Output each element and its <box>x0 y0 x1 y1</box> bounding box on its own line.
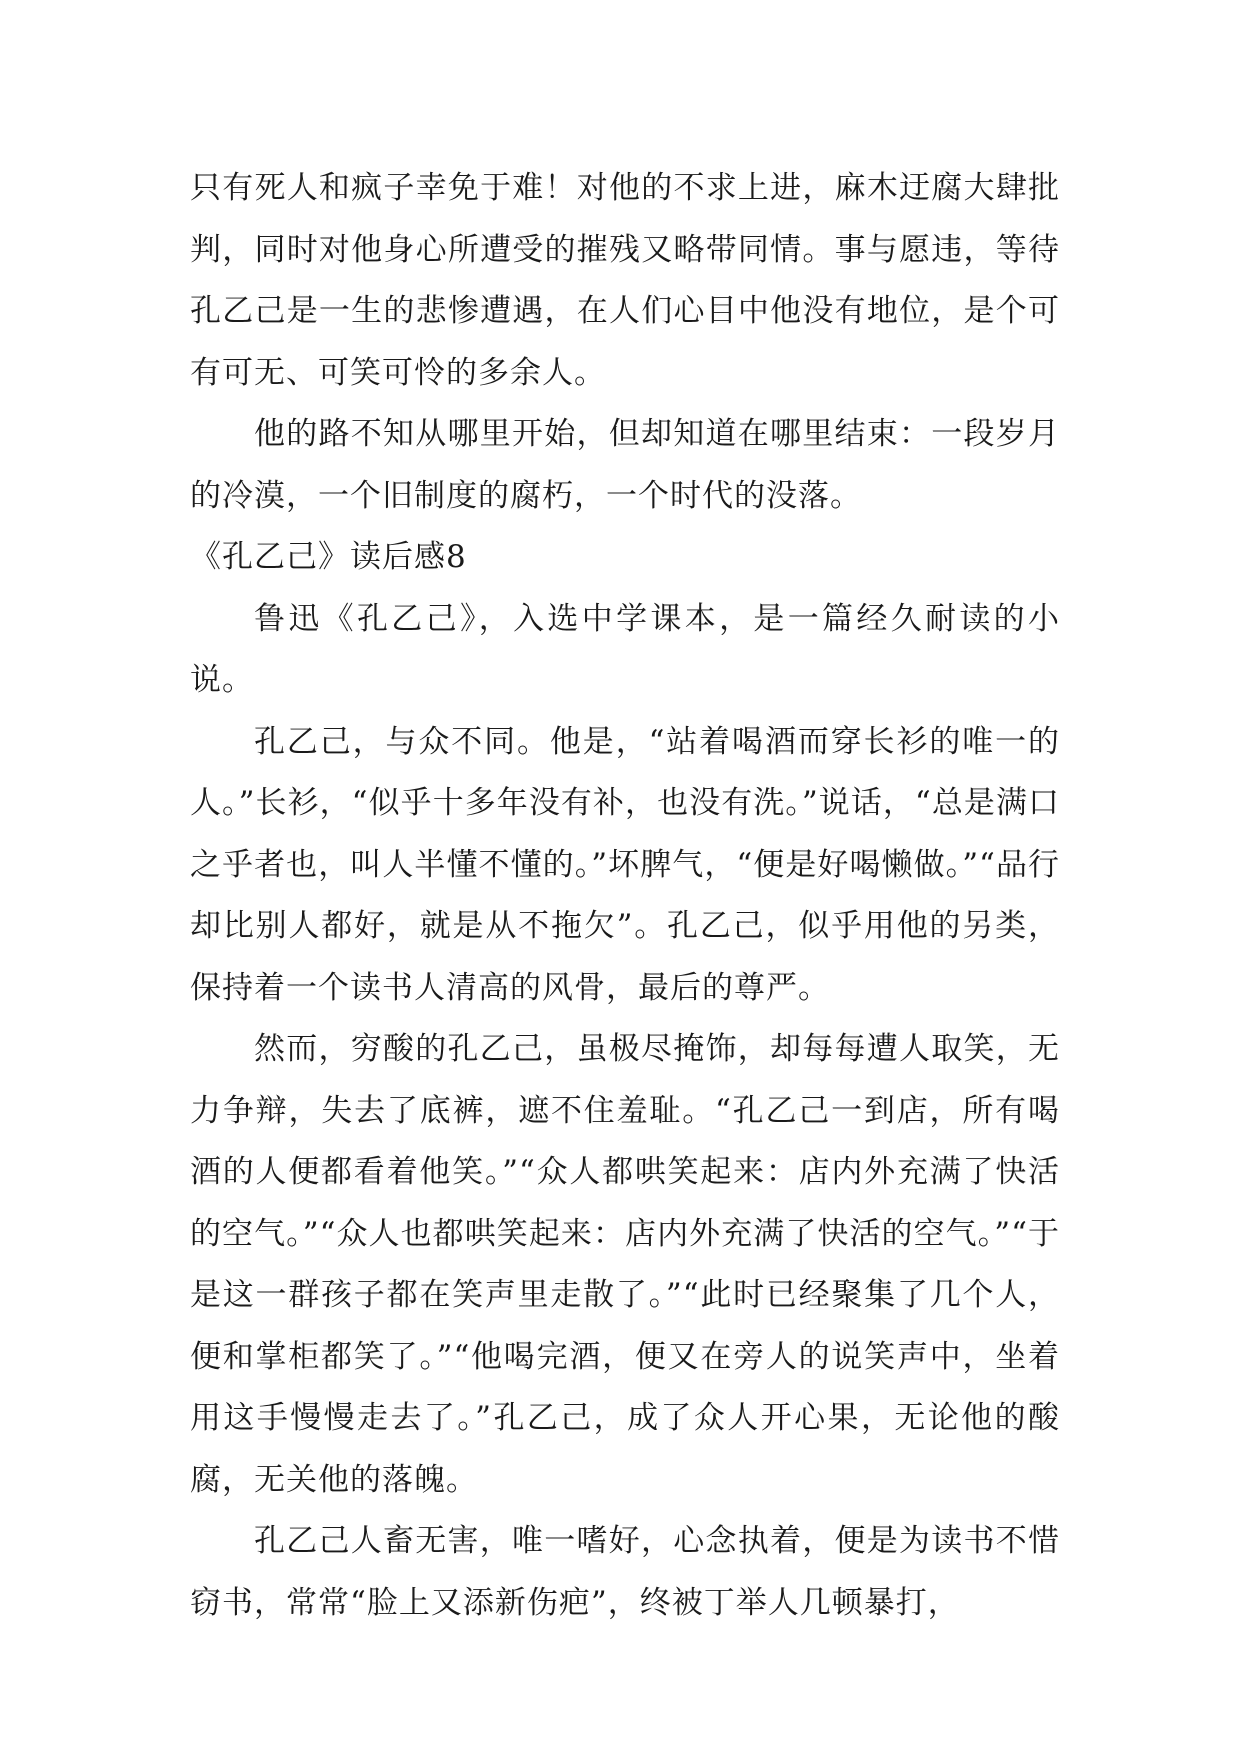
paragraph-ridicule: 然而，穷酸的孔乙己，虽极尽掩饰，却每每遭人取笑，无力争辩，失去了底裤，遮不住羞耻。“孔乙己一到店，所有喝酒的人便都看着他笑。”“众人都哄笑起来：店内外充满了快活的空气。”“众人也都哄笑起来：店内外充满了快活的空气。”“于是这一群孩子都在笑声里走散了。”“此时已经聚集了几个人，便和掌柜都笑了。”“他喝完酒，便又在旁人的说笑声中，坐着用这手慢慢走去了。”孔乙己，成了众人开心果，无论他的酸腐，无关他的落魄。 <box>190 1031 1060 1498</box>
paragraph-continued: 只有死人和疯子幸免于难！对他的不求上进，麻木迂腐大肆批判，同时对他身心所遭受的摧残又略带同情。事与愿违，等待孔乙己是一生的悲惨遭遇，在人们心目中他没有地位，是个可有可无、可笑可怜的多余人。 <box>190 170 1060 391</box>
document-body <box>190 158 1060 1634</box>
paragraph-intro: 鲁迅《孔乙己》，入选中学课本，是一篇经久耐读的小说。 <box>190 600 1060 698</box>
paragraph-character: 孔乙己，与众不同。他是，“站着喝酒而穿长衫的唯一的人。”长衫，“似乎十多年没有补，也没有洗。”说话，“总是满口之乎者也，叫人半懂不懂的。”坏脾气，“便是好喝懒做。”“品行却比别人都好，就是从不拖欠”。孔乙己，似乎用他的另类，保持着一个读书人清高的风骨，最后的尊严。 <box>190 723 1060 1006</box>
section-title: 《孔乙己》读后感8 <box>190 539 467 575</box>
paragraph-conclusion: 他的路不知从哪里开始，但却知道在哪里结束：一段岁月的冷漠，一个旧制度的腐朽，一个时代的没落。 <box>190 416 1060 514</box>
paragraph-harmless: 孔乙己人畜无害，唯一嗜好，心念执着，便是为读书不惜窃书，常常“脸上又添新伤疤”，终被丁举人几顿暴打， <box>190 1523 1060 1621</box>
